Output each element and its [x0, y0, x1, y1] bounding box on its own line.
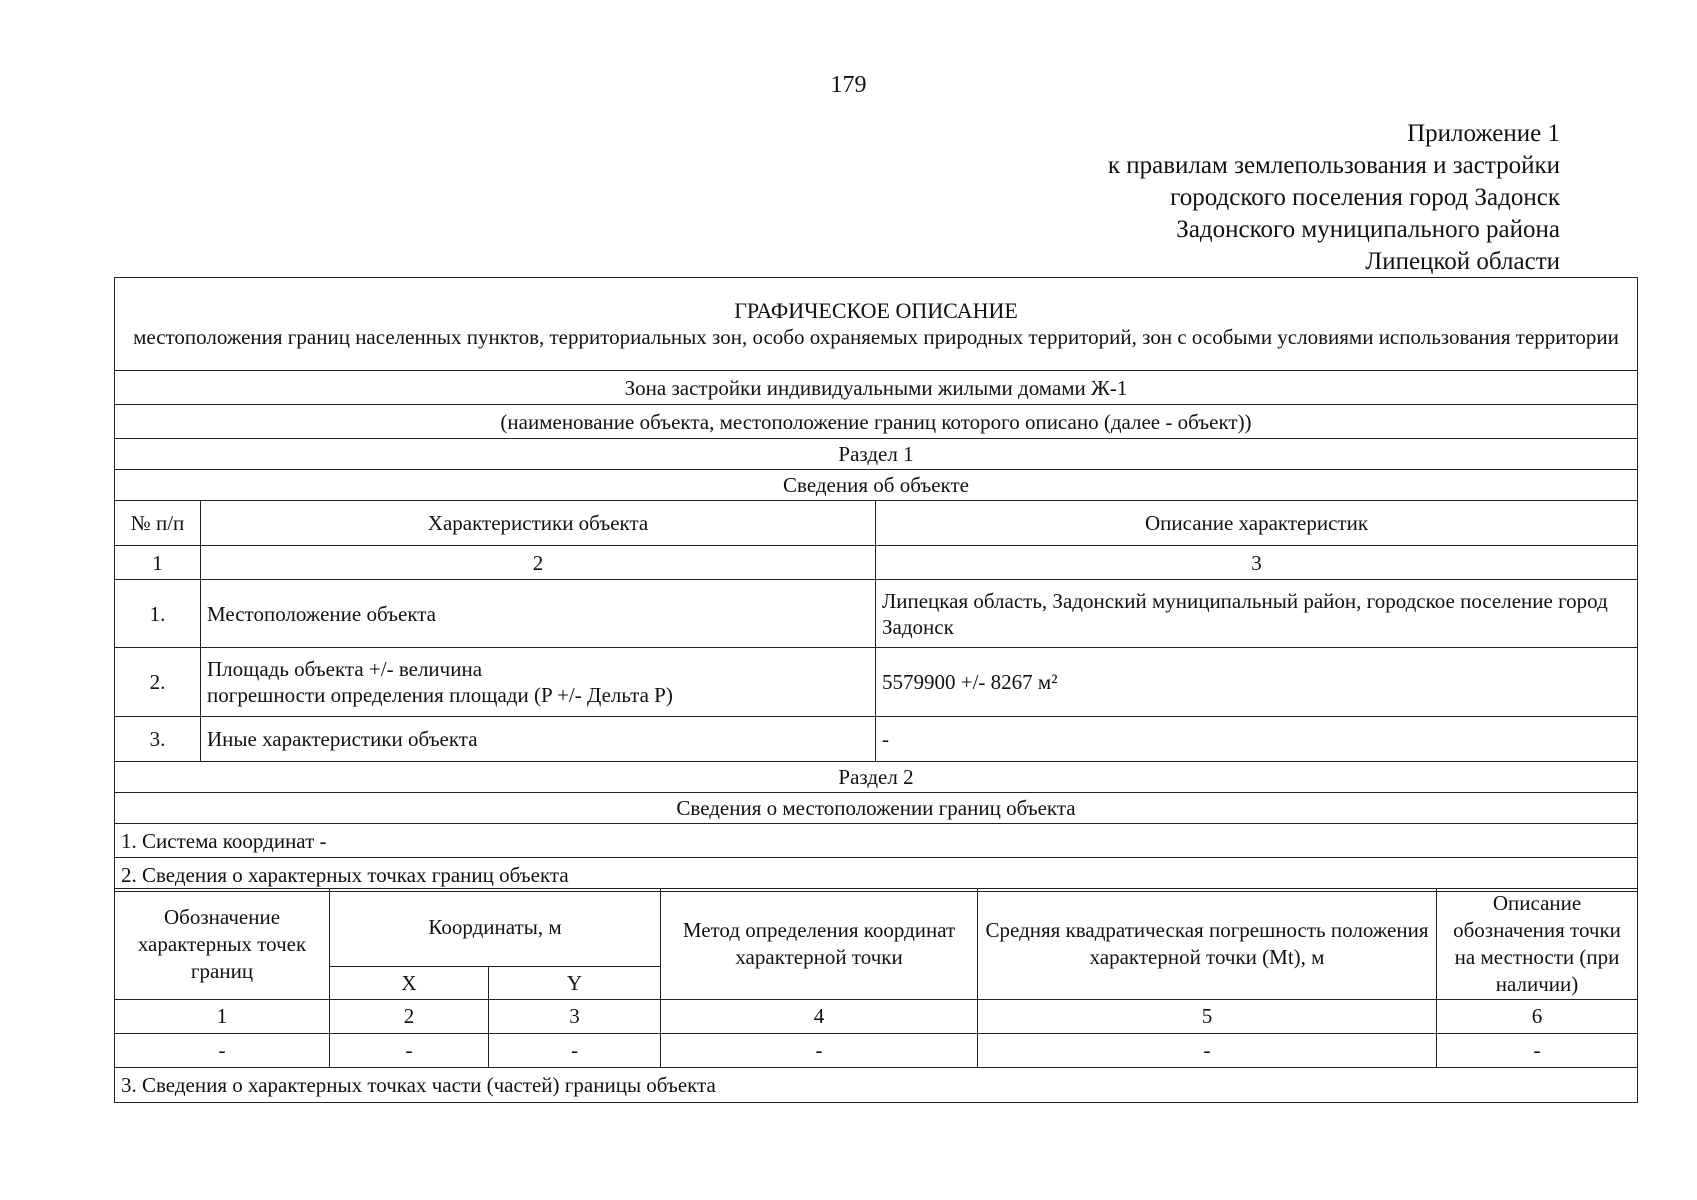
column-number: 3: [489, 1000, 661, 1034]
object-name: Зона застройки индивидуальными жилыми домами Ж-1: [115, 371, 1638, 405]
header-number: № п/п: [115, 501, 201, 546]
document-title-cell: [115, 278, 1638, 371]
document-subtitle: местоположения границ населенных пунктов, территориальных зон, особо охраняемых природных территорий, зон с особыми условиями использования территории: [133, 325, 1619, 349]
column-number: 5: [978, 1000, 1437, 1034]
coordinate-system: 1. Система координат -: [115, 824, 1638, 858]
section2-subtitle: Сведения о местоположении границ объекта: [115, 793, 1638, 824]
column-number: 2: [201, 546, 876, 580]
column-number: 6: [1437, 1000, 1638, 1034]
object-name-caption: (наименование объекта, местоположение границ которого описано (далее - объект)): [115, 405, 1638, 439]
section1-subtitle: Сведения об объекте: [115, 470, 1638, 501]
header-point-description: Описание обозначения точки на местности (при наличии): [1437, 889, 1638, 1000]
column-number: 4: [661, 1000, 978, 1034]
appendix-header: [1108, 118, 1560, 278]
document-title: ГРАФИЧЕСКОЕ ОПИСАНИЕ: [734, 298, 1018, 323]
row-characteristic: Иные характеристики объекта: [201, 717, 876, 762]
points-table: [114, 888, 1638, 1103]
row-number: 1.: [115, 580, 201, 648]
row-characteristic: [201, 648, 876, 717]
header-designation: Обозначение характерных точек границ: [115, 889, 330, 1000]
column-number: 1: [115, 1000, 330, 1034]
row-number: 2.: [115, 648, 201, 717]
section1-title: Раздел 1: [115, 439, 1638, 470]
column-number: 2: [330, 1000, 489, 1034]
row-characteristic-line: погрешности определения площади (P +/- Дельта P): [207, 683, 673, 707]
header-x: X: [330, 967, 489, 1000]
table-row: [115, 648, 1638, 717]
points-title: 2. Сведения о характерных точках границ объекта: [115, 858, 1638, 892]
parts-title: 3. Сведения о характерных точках части (частей) границы объекта: [115, 1068, 1638, 1103]
header-y: Y: [489, 967, 661, 1000]
row-number: 3.: [115, 717, 201, 762]
appendix-line: Приложение 1: [1407, 120, 1560, 147]
header-coordinates: Координаты, м: [330, 889, 661, 967]
row-description: 5579900 +/- 8267 м²: [876, 648, 1638, 717]
appendix-line: городского поселения город Задонск: [1170, 184, 1560, 211]
table-row: [115, 580, 1638, 648]
row-characteristic-line: Площадь объекта +/- величина: [207, 657, 483, 681]
page-number: 179: [830, 72, 867, 98]
column-number: 1: [115, 546, 201, 580]
table-cell: -: [330, 1034, 489, 1068]
row-description: -: [876, 717, 1638, 762]
header-method: Метод определения координат характерной точки: [661, 889, 978, 1000]
table-cell: -: [661, 1034, 978, 1068]
column-number: 3: [876, 546, 1638, 580]
table-row: [115, 1034, 1638, 1068]
section2-title: Раздел 2: [115, 762, 1638, 793]
appendix-line: Липецкой области: [1365, 248, 1560, 275]
table-row: [115, 717, 1638, 762]
table-cell: -: [978, 1034, 1437, 1068]
table-cell: -: [1437, 1034, 1638, 1068]
table-cell: -: [115, 1034, 330, 1068]
row-description: Липецкая область, Задонский муниципальный район, городское поселение город Задонск: [876, 580, 1638, 648]
appendix-line: Задонского муниципального района: [1176, 216, 1560, 243]
description-table: [114, 277, 1638, 892]
header-description: Описание характеристик: [876, 501, 1638, 546]
appendix-line: к правилам землепользования и застройки: [1107, 152, 1560, 179]
row-characteristic: Местоположение объекта: [201, 580, 876, 648]
header-characteristics: Характеристики объекта: [201, 501, 876, 546]
table-cell: -: [489, 1034, 661, 1068]
header-error: Средняя квадратическая погрешность положения характерной точки (Mt), м: [978, 889, 1437, 1000]
